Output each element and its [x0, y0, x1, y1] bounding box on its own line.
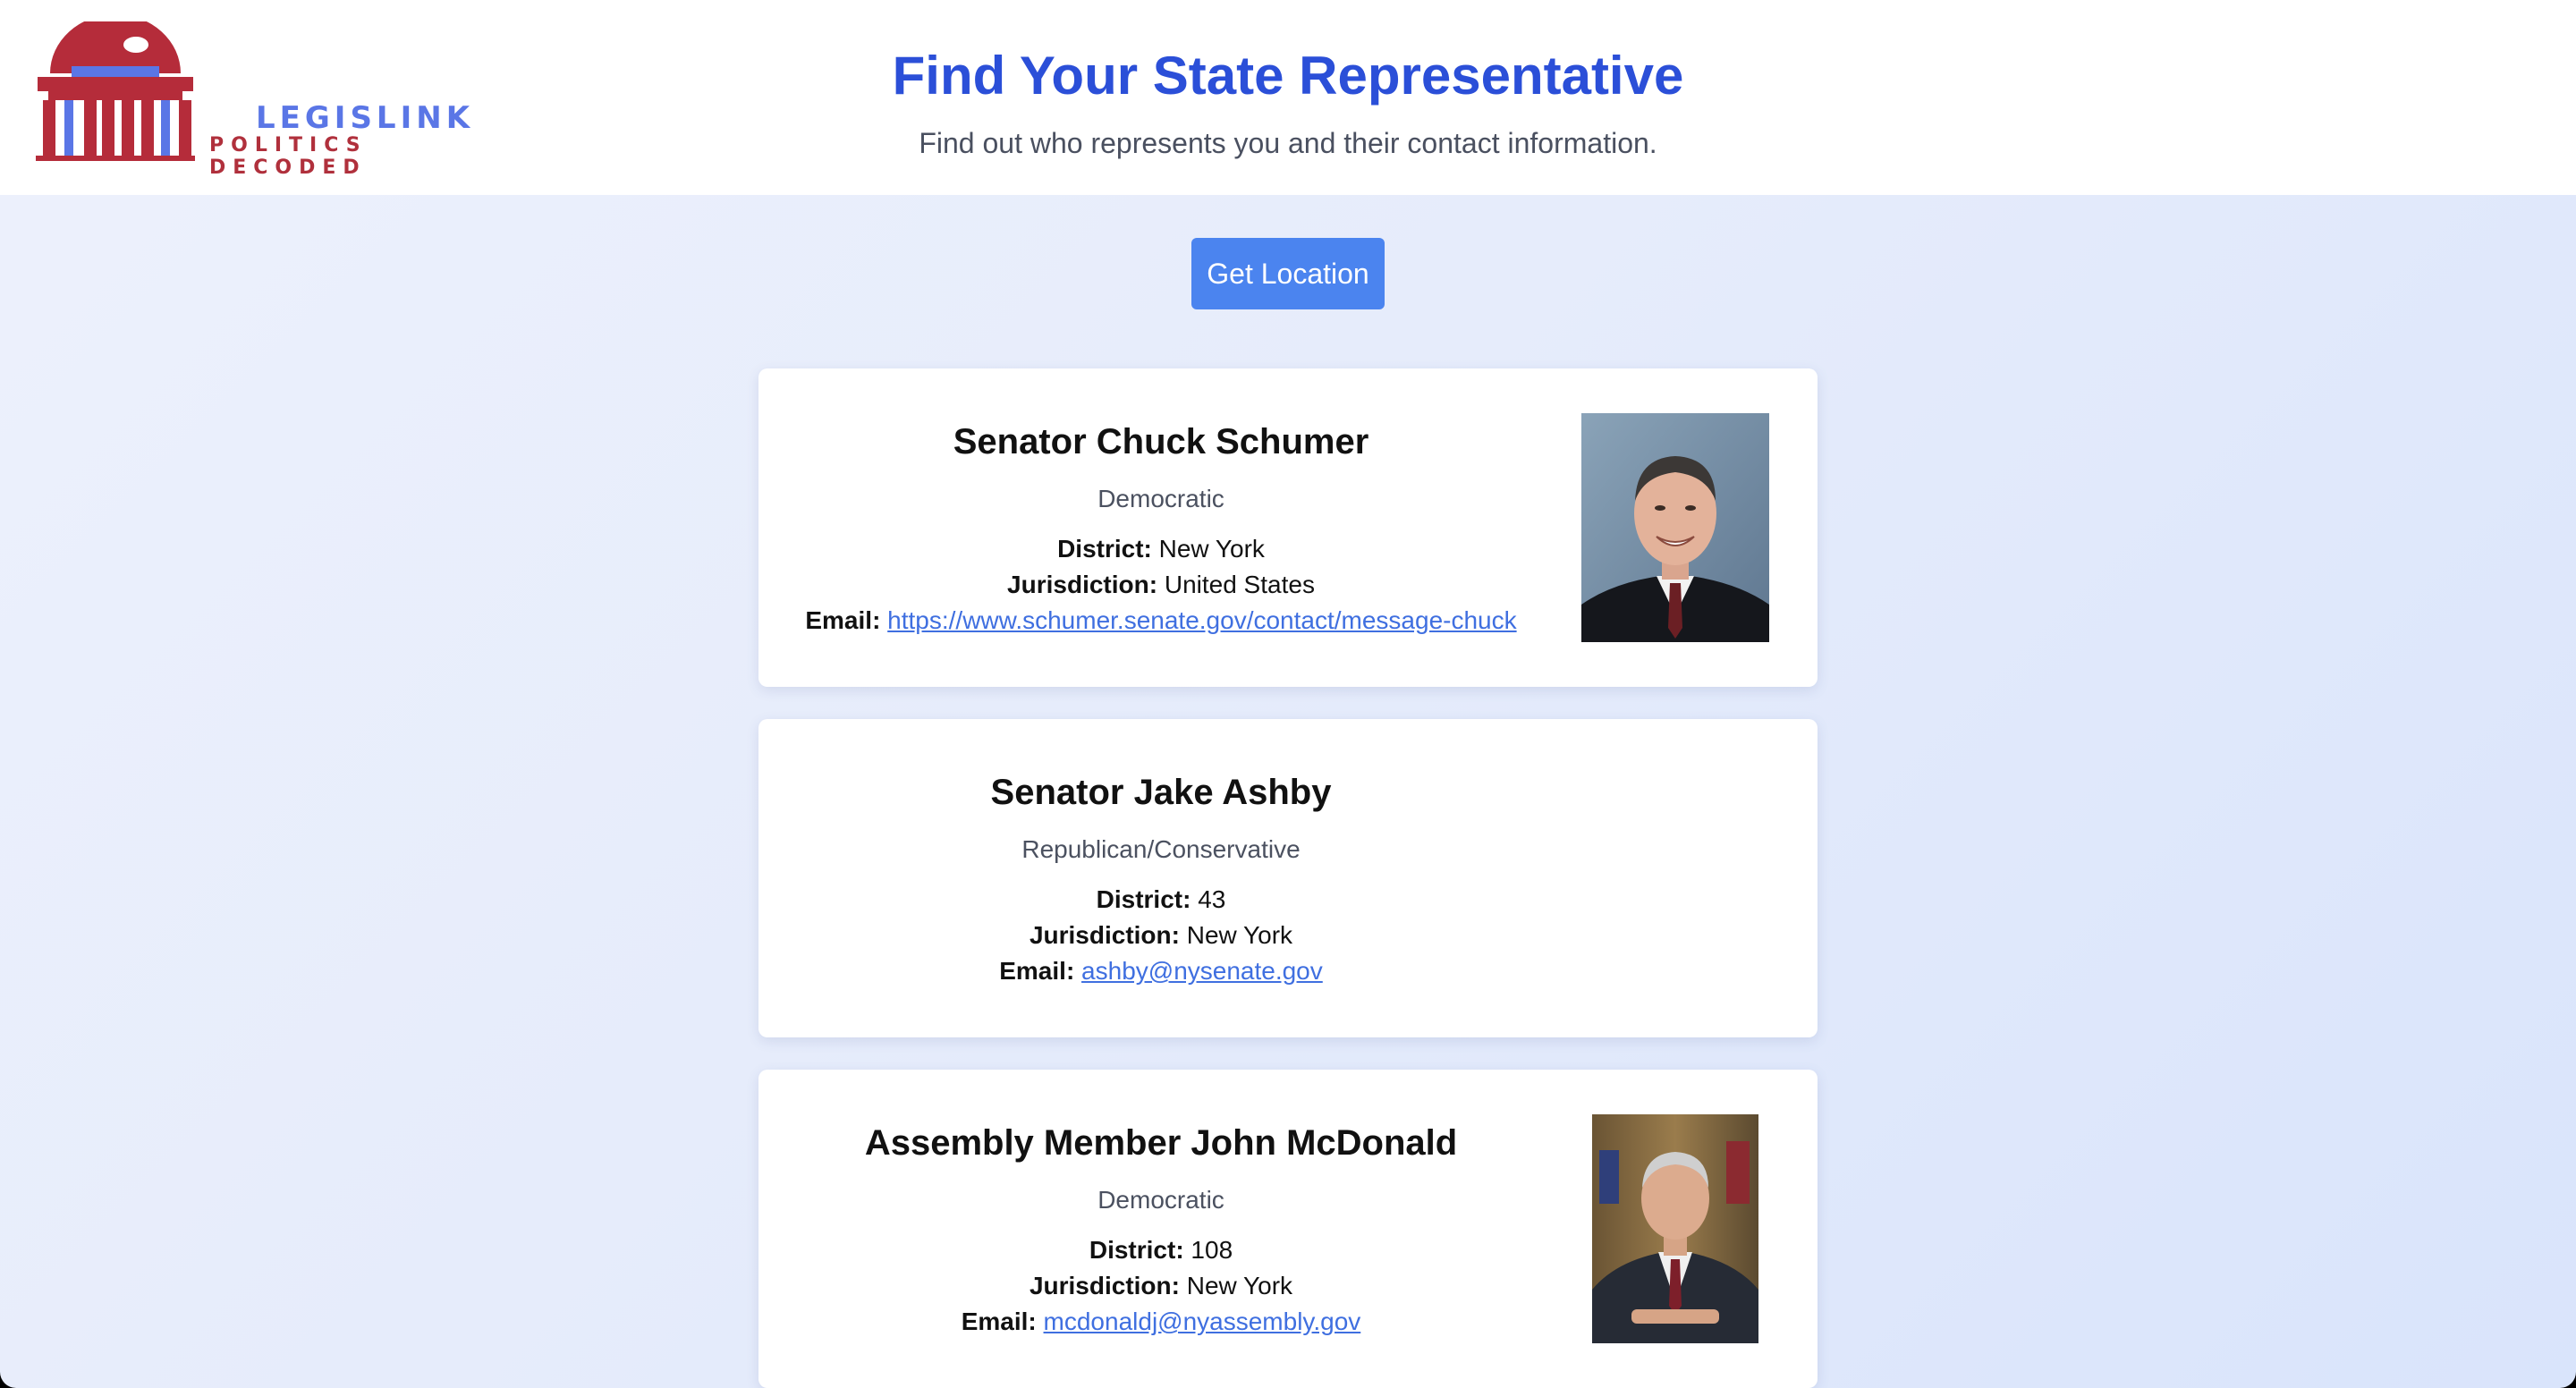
get-location-button[interactable]: Get Location — [1191, 238, 1385, 309]
email-label: Email: — [999, 957, 1075, 985]
page-subtitle: Find out who represents you and their contact information. — [919, 127, 1657, 159]
representative-name: Senator Chuck Schumer — [953, 422, 1369, 461]
jurisdiction-value: New York — [1186, 1272, 1293, 1299]
portrait-image — [1581, 413, 1769, 642]
representative-info — [758, 1070, 1563, 1388]
district-row — [758, 535, 1563, 563]
representative-card — [758, 719, 1818, 1037]
district-row — [758, 885, 1563, 914]
representative-photo — [1592, 1114, 1758, 1343]
representative-party: Democratic — [1097, 1186, 1224, 1214]
email-link[interactable]: https://www.schumer.senate.gov/contact/message-chuck — [887, 606, 1517, 634]
jurisdiction-value: United States — [1164, 571, 1315, 598]
jurisdiction-row — [758, 921, 1563, 950]
representative-info — [758, 719, 1563, 1037]
jurisdiction-row — [758, 571, 1563, 599]
district-value: New York — [1158, 535, 1265, 563]
logo-title: LEGISLINK — [256, 100, 475, 136]
jurisdiction-label: Jurisdiction: — [1007, 571, 1158, 598]
district-label: District: — [1089, 1236, 1184, 1264]
email-row — [758, 606, 1563, 635]
portrait-image — [1592, 1114, 1758, 1343]
representative-card — [758, 1070, 1818, 1388]
email-label: Email: — [961, 1308, 1037, 1335]
district-value: 108 — [1191, 1236, 1233, 1264]
email-link[interactable]: mcdonaldj@nyassembly.gov — [1043, 1308, 1361, 1335]
email-link[interactable]: ashby@nysenate.gov — [1081, 957, 1323, 985]
jurisdiction-label: Jurisdiction: — [1029, 1272, 1180, 1299]
jurisdiction-label: Jurisdiction: — [1029, 921, 1180, 949]
jurisdiction-value: New York — [1186, 921, 1293, 949]
district-label: District: — [1057, 535, 1152, 563]
page-title: Find Your State Representative — [892, 46, 1684, 106]
email-row — [758, 1308, 1563, 1336]
logo-subtitle: POLITICS DECODED — [209, 134, 368, 179]
email-row — [758, 957, 1563, 986]
representative-party: Republican/Conservative — [1021, 835, 1301, 863]
header — [0, 0, 2576, 195]
district-label: District: — [1096, 885, 1191, 913]
representative-info — [758, 368, 1563, 687]
email-label: Email: — [805, 606, 881, 634]
representative-party: Democratic — [1097, 485, 1224, 512]
jurisdiction-row — [758, 1272, 1563, 1300]
representative-photo — [1581, 413, 1769, 642]
representative-name: Assembly Member John McDonald — [864, 1123, 1458, 1163]
district-value: 43 — [1198, 885, 1226, 913]
representative-card — [758, 368, 1818, 687]
district-row — [758, 1236, 1563, 1265]
representative-name: Senator Jake Ashby — [990, 773, 1332, 812]
